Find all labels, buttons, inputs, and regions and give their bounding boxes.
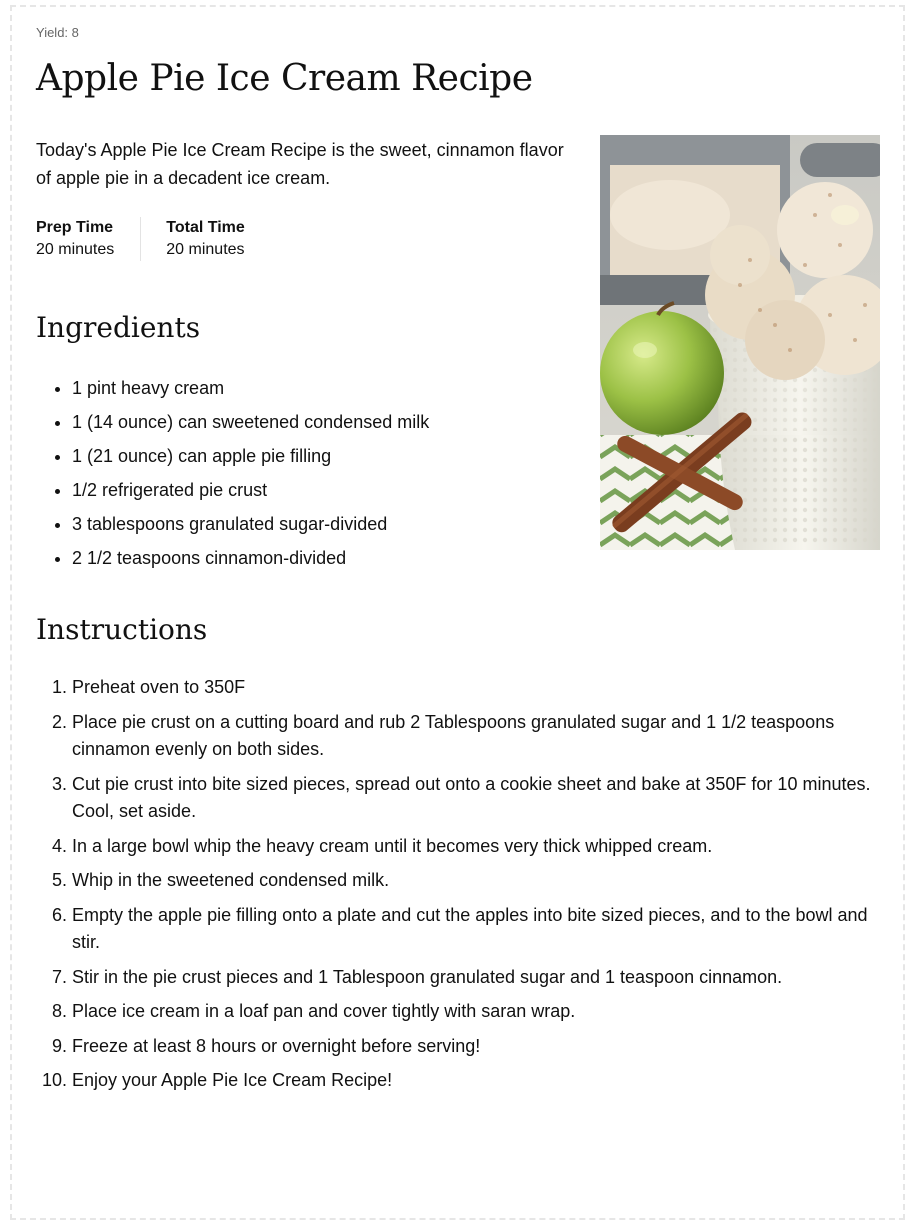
instruction-step: 9. Freeze at least 8 hours or overnight before serving! (72, 1033, 881, 1061)
recipe-photo (600, 135, 880, 550)
ingredient-item: • 1/2 refrigerated pie crust (72, 476, 429, 504)
ingredient-item: • 2 1/2 teaspoons cinnamon-divided (72, 544, 429, 572)
ingredients-heading: Ingredients (36, 311, 201, 344)
instructions-heading: Instructions (36, 613, 208, 646)
total-time-value: 20 minutes (166, 241, 245, 258)
instruction-step: 4. In a large bowl whip the heavy cream until it becomes very thick whipped cream. (72, 833, 881, 861)
recipe-times (36, 217, 271, 261)
instruction-step: 5. Whip in the sweetened condensed milk. (72, 867, 881, 895)
total-time-label: Total Time (166, 219, 245, 236)
prep-time (36, 217, 140, 261)
prep-time-value: 20 minutes (36, 241, 115, 258)
instruction-step: 2. Place pie crust on a cutting board and rub 2 Tablespoons granulated sugar and 1 1/2 teaspoons cinnamon evenly on both sides. (72, 709, 881, 764)
recipe-summary: Today's Apple Pie Ice Cream Recipe is the sweet, cinnamon flavor of apple pie in a decadent ice cream. (36, 140, 564, 188)
instruction-step: 10. Enjoy your Apple Pie Ice Cream Recipe! (72, 1067, 881, 1095)
instruction-step: 6. Empty the apple pie filling onto a plate and cut the apples into bite sized pieces, and to the bowl and stir. (72, 902, 881, 957)
instruction-step: 3. Cut pie crust into bite sized pieces, spread out onto a cookie sheet and bake at 350F for 10 minutes. Cool, set aside. (72, 771, 881, 826)
ingredient-item: • 1 (21 ounce) can apple pie filling (72, 442, 429, 470)
instructions-list (36, 674, 881, 1102)
instruction-step: 1. Preheat oven to 350F (72, 674, 881, 702)
ingredient-item: • 3 tablespoons granulated sugar-divided (72, 510, 429, 538)
total-time (140, 217, 271, 261)
ingredient-item: • 1 pint heavy cream (72, 374, 429, 402)
instruction-step: 8. Place ice cream in a loaf pan and cover tightly with saran wrap. (72, 998, 881, 1026)
recipe-yield: Yield: 8 (36, 25, 79, 40)
instruction-step: 7. Stir in the pie crust pieces and 1 Tablespoon granulated sugar and 1 teaspoon cinnamon. (72, 964, 881, 992)
ingredient-item: • 1 (14 ounce) can sweetened condensed milk (72, 408, 429, 436)
prep-time-label: Prep Time (36, 219, 114, 236)
ingredients-list (36, 374, 429, 578)
recipe-title: Apple Pie Ice Cream Recipe (36, 58, 533, 99)
